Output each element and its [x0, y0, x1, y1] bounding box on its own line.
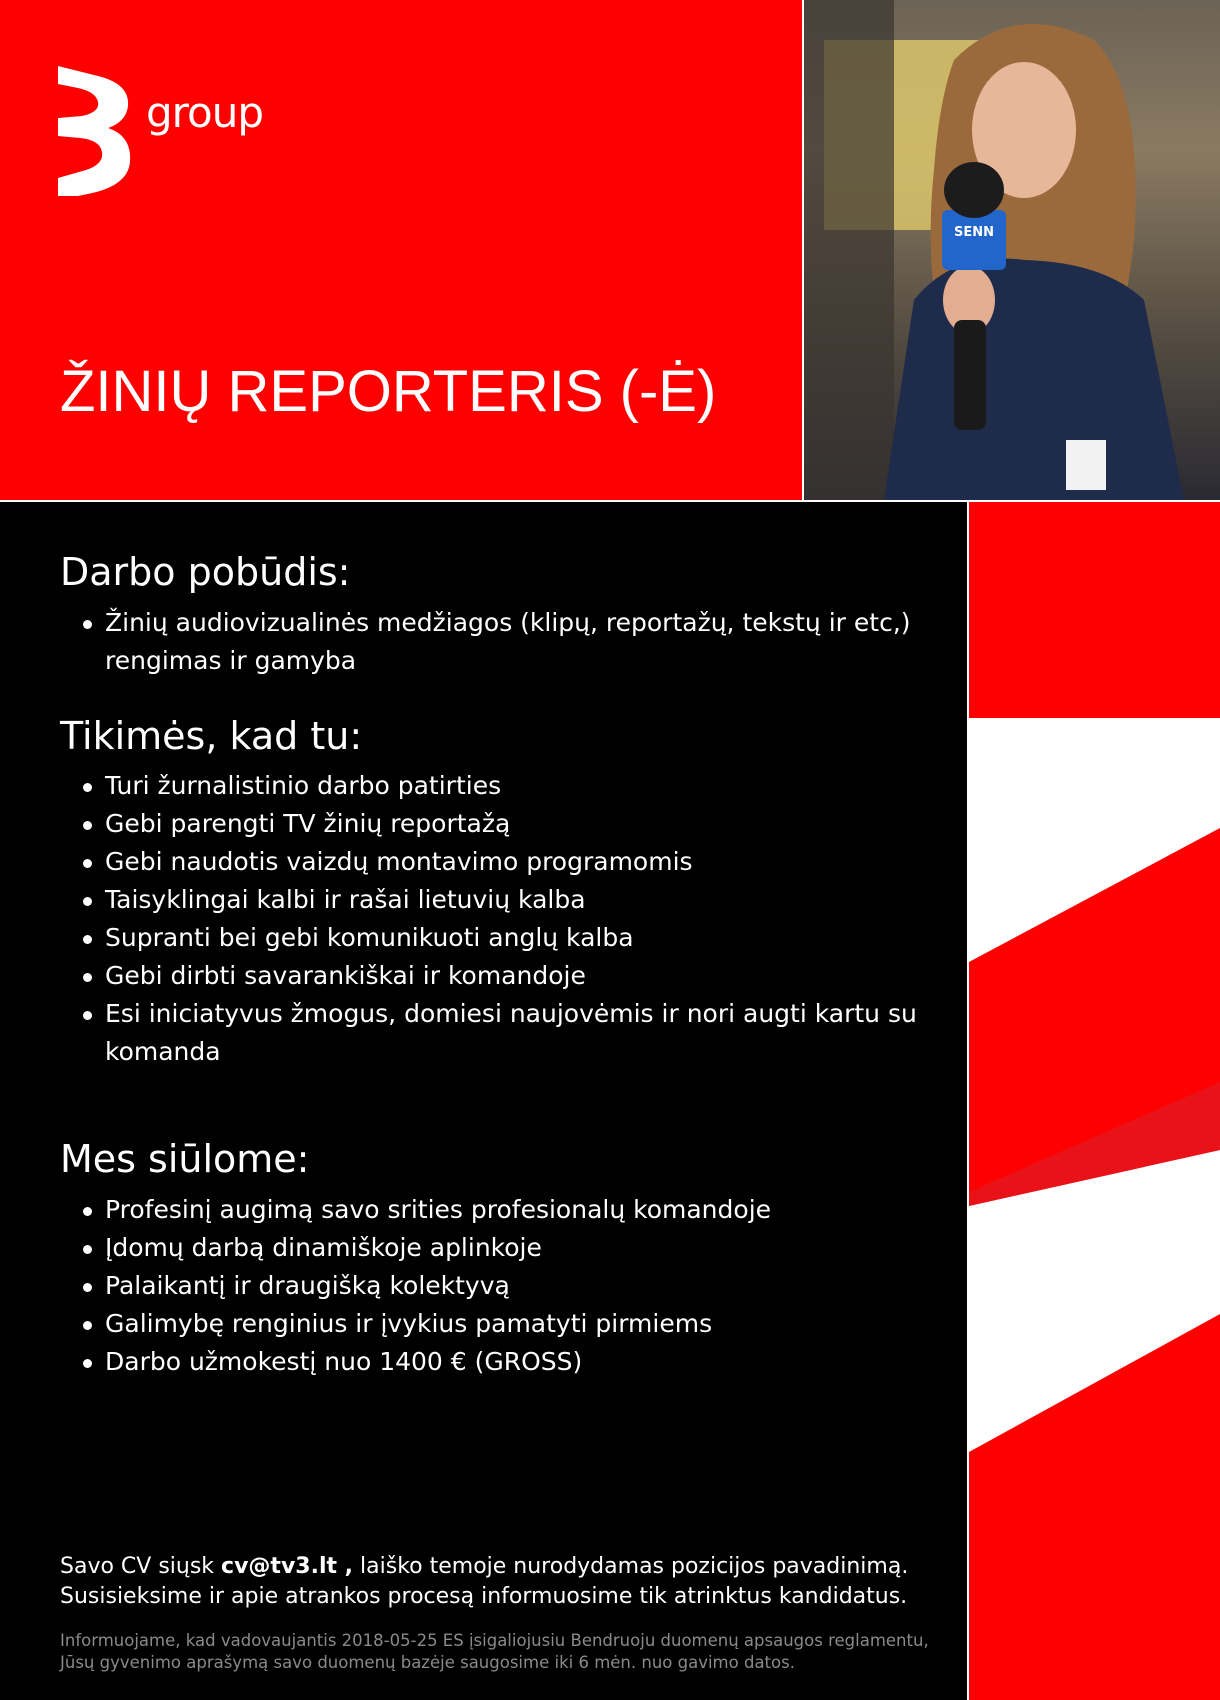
- list-item: Supranti bei gebi komunikuoti anglų kalba: [105, 919, 940, 957]
- list-item: Profesinį augimą savo srities profesionalų komandoje: [105, 1191, 940, 1229]
- list-item: Turi žurnalistinio darbo patirties: [105, 767, 940, 805]
- section-duties: [60, 550, 940, 680]
- list-item: Esi iniciatyvus žmogus, domiesi naujovėmis ir nori augti kartu su komanda: [105, 995, 940, 1071]
- cta-prefix: Savo CV siųsk: [60, 1554, 222, 1579]
- job-description-content: [60, 550, 940, 1381]
- application-footer: [60, 1552, 950, 1674]
- section-heading-offer: Mes siūlome:: [60, 1137, 310, 1182]
- cta-line2: Susisieksime ir apie atrankos procesą informuosime tik atrinktus kandidatus.: [60, 1584, 908, 1609]
- header-banner: [0, 0, 802, 500]
- list-item: Žinių audiovizualinės medžiagos (klipų, reportažų, tekstų ir etc,) rengimas ir gamyba: [105, 604, 940, 680]
- section-heading-duties: Darbo pobūdis:: [60, 550, 351, 594]
- requirements-list: [60, 767, 940, 1071]
- contact-email-link[interactable]: cv@tv3.lt ,: [221, 1554, 354, 1579]
- list-item: Darbo užmokestį nuo 1400 € (GROSS): [105, 1343, 940, 1381]
- section-offer: [60, 1137, 940, 1381]
- logo-group-text: group: [146, 88, 263, 137]
- mic-label: SENN: [953, 225, 995, 240]
- section-requirements: [60, 714, 940, 1072]
- duties-list: [60, 604, 940, 680]
- application-instructions: [60, 1552, 950, 1612]
- three-logo-icon: [58, 66, 138, 196]
- job-description-panel: [0, 502, 967, 1700]
- list-item: Gebi naudotis vaizdų montavimo programomis: [105, 843, 940, 881]
- diagonal-stripes-icon: [969, 502, 1220, 1700]
- offer-list: [60, 1191, 940, 1381]
- list-item: Taisyklingai kalbi ir rašai lietuvių kalba: [105, 881, 940, 919]
- reporter-with-microphone-photo: [804, 0, 1220, 500]
- list-item: Įdomų darbą dinamiškoje aplinkoje: [105, 1229, 940, 1267]
- list-item: Palaikantį ir draugišką kolektyvą: [105, 1267, 940, 1305]
- decorative-stripes: [969, 502, 1220, 1700]
- list-item: Gebi dirbti savarankiškai ir komandoje: [105, 957, 940, 995]
- list-item: Gebi parengti TV žinių reportažą: [105, 805, 940, 843]
- job-title: ŽINIŲ REPORTERIS (-Ė): [60, 359, 717, 424]
- tv3-group-logo: [58, 66, 278, 216]
- section-heading-requirements: Tikimės, kad tu:: [60, 713, 363, 758]
- list-item: Galimybę renginius ir įvykius pamatyti pirmiems: [105, 1305, 940, 1343]
- cta-suffix: laiško temoje nurodydamas pozicijos pavadinimą.: [353, 1554, 909, 1579]
- gdpr-notice: Informuojame, kad vadovaujantis 2018-05-25 ES įsigaliojusiu Bendruoju duomenų apsaugos reglamentu, Jūsų gyvenimo aprašymą savo duomenų bazėje saugosime iki 6 mėn. nuo gavimo datos.: [60, 1631, 929, 1672]
